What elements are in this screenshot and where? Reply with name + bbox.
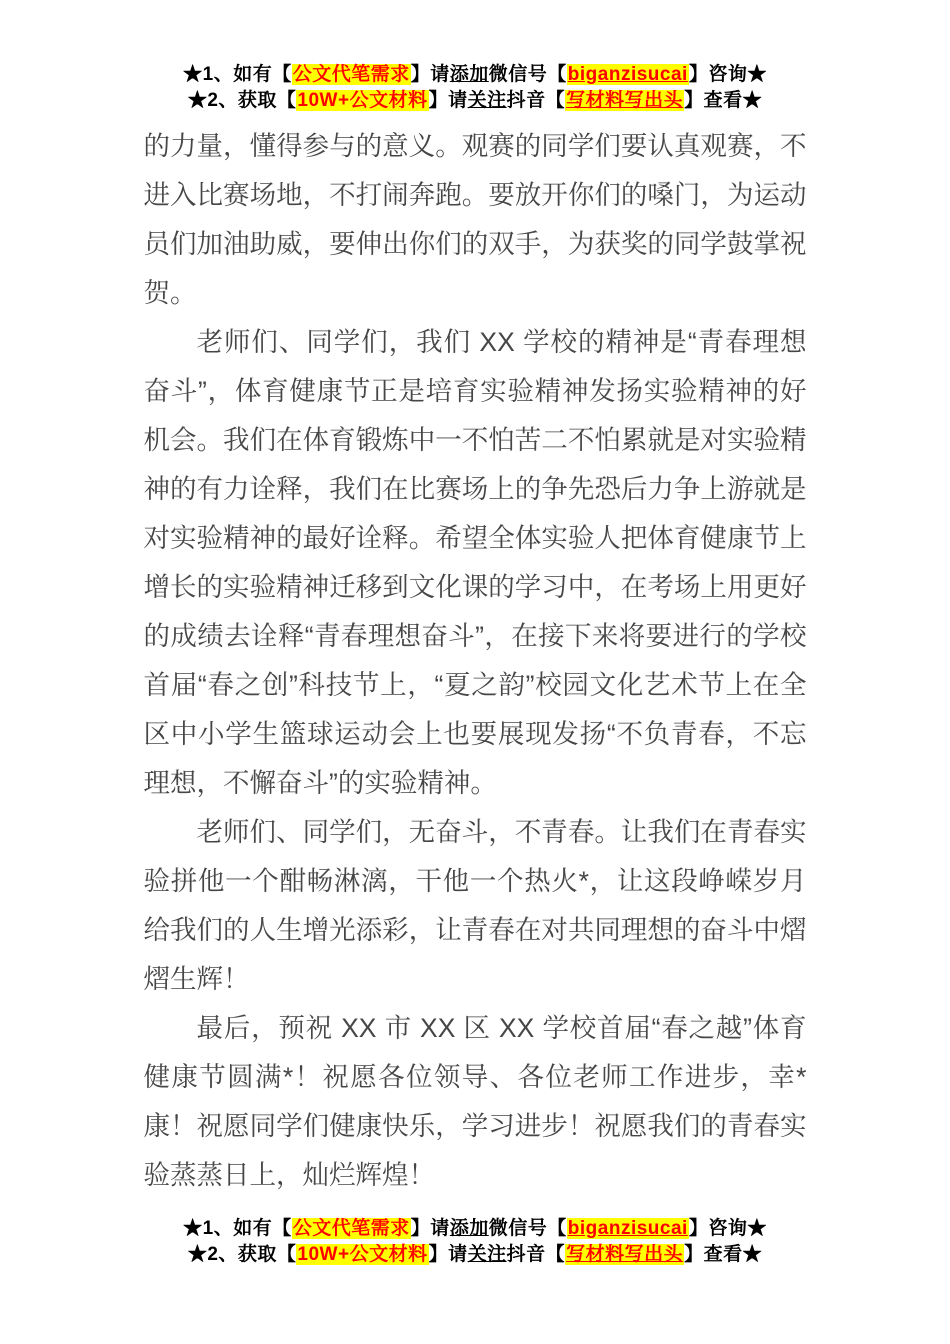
- banner-service-highlight: 公文代笔需求: [292, 1218, 410, 1239]
- banner-text: 微信号【: [488, 64, 567, 85]
- banner-wechat-id: biganzisucai: [567, 64, 688, 85]
- banner-text: 】请: [410, 1218, 450, 1239]
- promo-banner-header: [0, 0, 950, 114]
- banner-line: [0, 88, 950, 114]
- paragraph: 的力量，懂得参与的意义。观赛的同学们要认真观赛，不进入比赛场地，不打闹奔跑。要放开你们的嗓门，为运动员们加油助威，要伸出你们的双手，为获奖的同学鼓掌祝贺。: [143, 131, 807, 308]
- banner-star-prefix: ★1、如有【: [183, 1218, 292, 1239]
- banner-douyin-name: 写材料写出头: [566, 90, 684, 111]
- paragraph: 老师们、同学们，无奋斗，不青春。让我们在青春实验拼他一个酣畅淋漓，干他一个热火*，让这段峥嵘岁月给我们的人生增光添彩，让青春在对共同理想的奋斗中熠熠生辉！: [143, 817, 807, 994]
- banner-star-suffix: 】查看★: [684, 90, 763, 111]
- banner-star-suffix: 】咨询★: [688, 1218, 767, 1239]
- paragraph: 老师们、同学们，我们 XX 学校的精神是“青春理想奋斗”，体育健康节正是培育实验精神发扬实验精神的好机会。我们在体育锻炼中一不怕苦二不怕累就是对实验精神的有力诠释，我们在比赛场上的争先恐后力争上游就是对实验精神的最好诠释。希望全体实验人把体育健康节上增长的实验精神迁移到文化课的学习中，在考场上用更好的成绩去诠释“青春理想奋斗”，在接下来将要进行的学校首届“春之创”科技节上，“夏之韵”校园文化艺术节上在全区中小学生篮球运动会上也要展现发扬“不负青春，不忘理想，不懈奋斗”的实验精神。: [143, 327, 807, 798]
- banner-star-prefix: ★2、获取【: [187, 90, 297, 111]
- paragraph: 最后，预祝 XX 市 XX 区 XX 学校首届“春之越”体育健康节圆满*！祝愿各位领导、各位老师工作进步，幸*康！祝愿同学们健康快乐，学习进步！祝愿我们的青春实验蒸蒸日上，灿烂辉煌！: [143, 1013, 807, 1190]
- banner-text: 】请: [428, 90, 468, 111]
- banner-follow-underline: 关注: [467, 1244, 507, 1265]
- banner-text: 抖音【: [506, 90, 566, 111]
- document-body: [144, 122, 807, 1200]
- banner-material-highlight: 10W+公文材料: [297, 90, 428, 111]
- banner-text: 】请: [410, 64, 450, 85]
- banner-add-underline: 添加: [449, 64, 489, 85]
- banner-douyin-name: 写材料写出头: [566, 1244, 684, 1265]
- banner-add-underline: 添加: [449, 1218, 489, 1239]
- banner-service-highlight: 公文代笔需求: [292, 64, 410, 85]
- banner-text: 抖音【: [506, 1244, 566, 1265]
- banner-text: 】请: [428, 1244, 468, 1265]
- banner-line: [0, 1216, 950, 1242]
- banner-line: [0, 1242, 950, 1268]
- promo-banner-footer: [0, 1216, 950, 1268]
- banner-follow-underline: 关注: [467, 90, 507, 111]
- banner-material-highlight: 10W+公文材料: [297, 1244, 428, 1265]
- banner-line: [0, 62, 950, 88]
- banner-wechat-id: biganzisucai: [567, 1218, 688, 1239]
- banner-star-prefix: ★1、如有【: [183, 64, 292, 85]
- banner-star-suffix: 】查看★: [684, 1244, 763, 1265]
- banner-star-suffix: 】咨询★: [688, 64, 767, 85]
- banner-star-prefix: ★2、获取【: [187, 1244, 297, 1265]
- banner-text: 微信号【: [488, 1218, 567, 1239]
